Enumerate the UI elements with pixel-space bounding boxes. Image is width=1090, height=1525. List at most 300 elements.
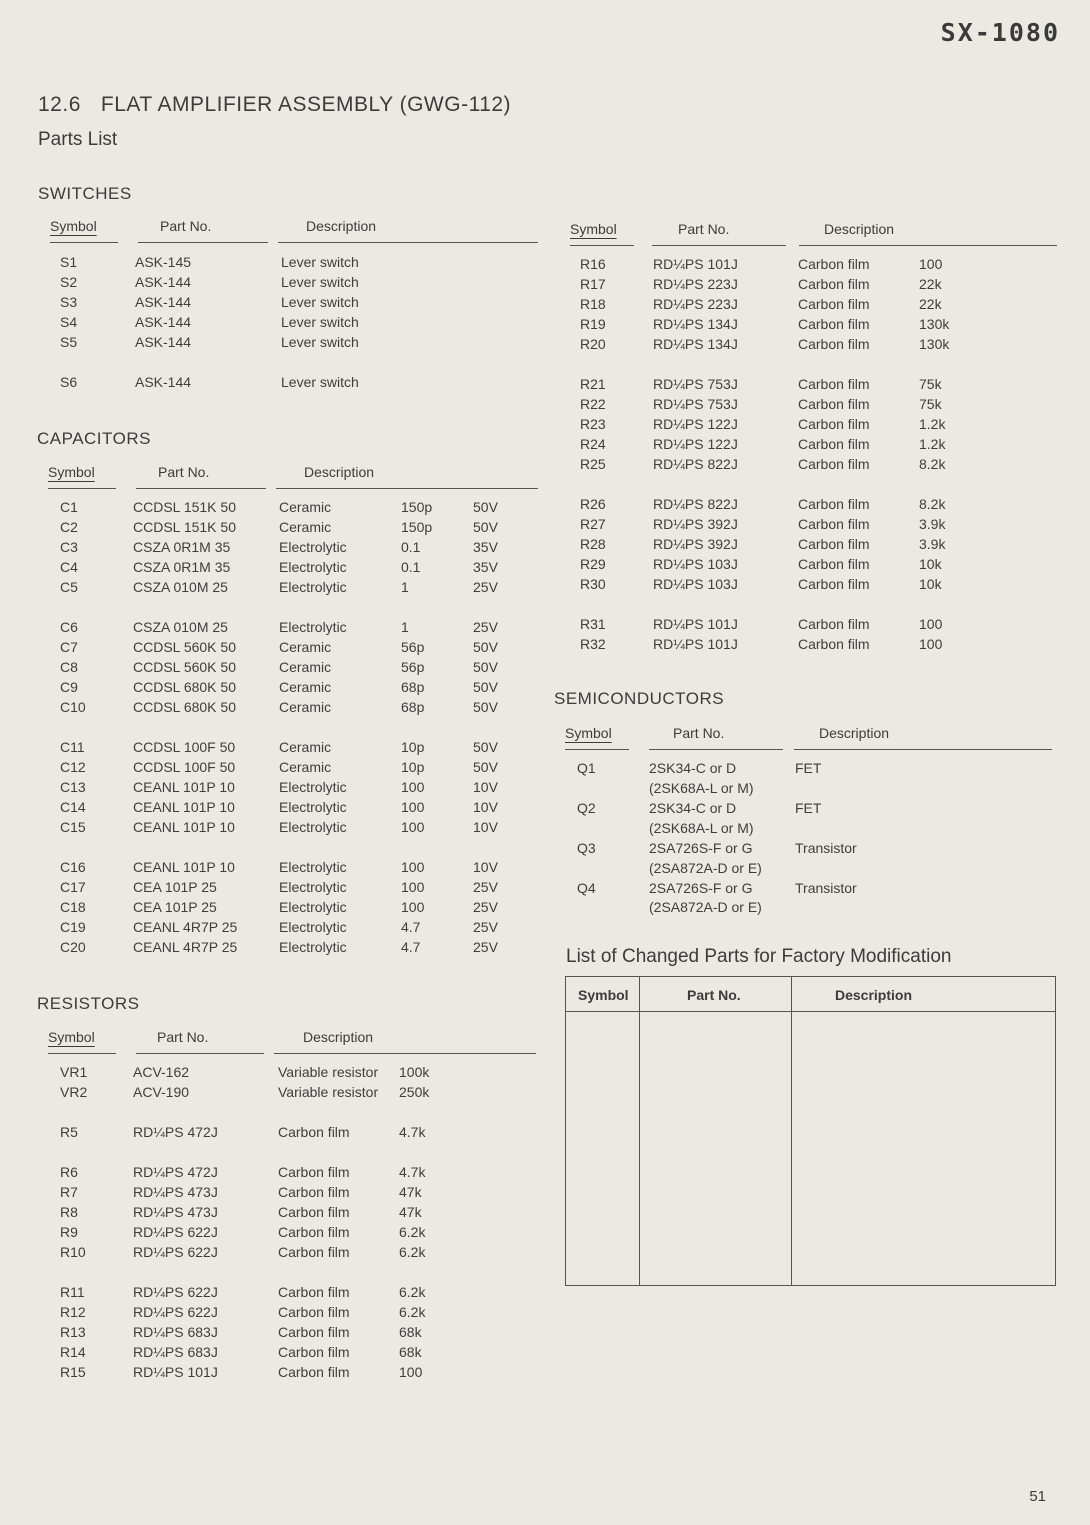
cell-part-number: RD¼PS 472J: [133, 1164, 218, 1180]
cell-rating: 50V: [473, 499, 498, 515]
cell-symbol: R25: [580, 456, 606, 472]
cell-description: Ceramic: [279, 699, 332, 715]
model-name: SX-1080: [940, 18, 1060, 47]
table-row: [580, 496, 1080, 516]
cell-description: Lever switch: [281, 334, 359, 350]
cell-part-number: RD¼PS 122J: [653, 436, 738, 452]
cell-part-number: RD¼PS 753J: [653, 396, 738, 412]
cell-part-number: 2SK34-C or D: [649, 800, 737, 816]
cell-description: Electrolytic: [279, 559, 347, 575]
cell-value: 1: [401, 619, 409, 635]
cell-symbol: C13: [60, 779, 86, 795]
cell-description: Lever switch: [281, 274, 359, 290]
cell-description: Electrolytic: [279, 899, 347, 915]
cell-value: 100: [919, 616, 943, 632]
cell-description: FET: [795, 760, 822, 776]
cell-symbol: S3: [60, 294, 78, 310]
cell-symbol: R32: [580, 636, 606, 652]
cell-value: 4.7k: [399, 1124, 426, 1140]
table-row: [60, 579, 560, 599]
parts-list-subtitle: Parts List: [38, 129, 118, 150]
cell-value: 56p: [401, 659, 425, 675]
cell-description: Carbon film: [798, 316, 870, 332]
cell-part-number: CEANL 101P 10: [133, 819, 235, 835]
cell-value: 6.2k: [399, 1284, 426, 1300]
cell-value: 68p: [401, 679, 425, 695]
cell-value: 75k: [919, 396, 942, 412]
cell-value: 10p: [401, 759, 425, 775]
cell-part-number: CEANL 101P 10: [133, 799, 235, 815]
cell-symbol: R19: [580, 316, 606, 332]
cell-description: Carbon film: [798, 636, 870, 652]
cell-part-number: 2SA726S-F or G: [649, 880, 753, 896]
cell-symbol: R23: [580, 416, 606, 432]
cell-value: 68p: [401, 699, 425, 715]
column-header-row: [565, 725, 1085, 755]
cell-part-number: CCDSL 680K 50: [133, 699, 236, 715]
cell-description: Transistor: [795, 880, 857, 896]
cell-part-number: CEANL 4R7P 25: [133, 919, 238, 935]
symbol-column-header: Symbol: [570, 221, 617, 237]
cell-part-number: CCDSL 680K 50: [133, 679, 236, 695]
table-row: [60, 1364, 560, 1384]
cell-part-number: RD¼PS 101J: [133, 1364, 218, 1380]
cell-part-number: (2SK68A-L or M): [649, 820, 754, 836]
cell-part-number: (2SK68A-L or M): [649, 780, 754, 796]
cell-symbol: R26: [580, 496, 606, 512]
cell-symbol: R10: [60, 1244, 86, 1260]
cell-part-number: RD¼PS 134J: [653, 336, 738, 352]
cell-symbol: S6: [60, 374, 78, 390]
cell-part-number: CEANL 101P 10: [133, 779, 235, 795]
cell-symbol: R9: [60, 1224, 78, 1240]
cell-value: 56p: [401, 639, 425, 655]
table-row: [60, 679, 560, 699]
cell-description: Ceramic: [279, 739, 332, 755]
cell-symbol: R27: [580, 516, 606, 532]
symbol-column-header: Symbol: [48, 464, 95, 480]
header-underline: [794, 749, 1052, 750]
header-underline: [799, 245, 1057, 246]
header-underline: [652, 245, 786, 246]
cell-value: 6.2k: [399, 1244, 426, 1260]
cell-symbol: R18: [580, 296, 606, 312]
cell-part-number: RD¼PS 101J: [653, 616, 738, 632]
cell-value: 68k: [399, 1324, 422, 1340]
cell-description: Carbon film: [278, 1304, 350, 1320]
cell-part-number: RD¼PS 622J: [133, 1284, 218, 1300]
table-row: [60, 1324, 560, 1344]
cell-part-number: CEANL 101P 10: [133, 859, 235, 875]
cell-rating: 10V: [473, 779, 498, 795]
cell-part-number: CSZA 0R1M 35: [133, 559, 231, 575]
modification-description-header: Description: [835, 987, 913, 1003]
cell-description: Electrolytic: [279, 539, 347, 555]
table-row: [577, 880, 1077, 900]
table-row: [60, 1124, 560, 1144]
cell-value: 4.7: [401, 939, 421, 955]
table-row: [580, 536, 1080, 556]
cell-part-number: RD¼PS 122J: [653, 416, 738, 432]
cell-description: Carbon film: [798, 616, 870, 632]
table-row: [580, 556, 1080, 576]
cell-description: Ceramic: [279, 499, 332, 515]
cell-part-number: RD¼PS 622J: [133, 1224, 218, 1240]
cell-part-number: 2SK34-C or D: [649, 760, 737, 776]
table-row: [60, 1304, 560, 1324]
cell-description: FET: [795, 800, 822, 816]
cell-description: Ceramic: [279, 639, 332, 655]
cell-part-number: ASK-145: [135, 254, 192, 270]
cell-part-number: RD¼PS 472J: [133, 1124, 218, 1140]
table-row: [577, 760, 1077, 780]
cell-symbol: Q1: [577, 760, 596, 776]
table-row: [60, 1244, 560, 1264]
cell-symbol: R30: [580, 576, 606, 592]
page-number: 51: [1029, 1488, 1046, 1505]
cell-description: Carbon film: [278, 1164, 350, 1180]
description-column-header: Description: [824, 221, 895, 237]
cell-value: 22k: [919, 276, 942, 292]
cell-symbol: C10: [60, 699, 86, 715]
table-row: [60, 639, 560, 659]
cell-rating: 25V: [473, 919, 498, 935]
cell-part-number: RD¼PS 392J: [653, 536, 738, 552]
cell-symbol: C15: [60, 819, 86, 835]
table-row: [60, 499, 560, 519]
table-row: [60, 1084, 560, 1104]
cell-part-number: CCDSL 151K 50: [133, 519, 236, 535]
modification-part-header: Part No.: [687, 987, 741, 1003]
table-row: [60, 1184, 560, 1204]
column-divider: [639, 977, 640, 1285]
table-row: [60, 294, 560, 314]
cell-description: Carbon film: [278, 1284, 350, 1300]
column-divider: [791, 977, 792, 1285]
cell-part-number: RD¼PS 822J: [653, 456, 738, 472]
cell-part-number: CSZA 0R1M 35: [133, 539, 231, 555]
header-underline: [565, 749, 629, 750]
table-row: [60, 1224, 560, 1244]
description-column-header: Description: [306, 218, 377, 234]
table-row: [60, 1344, 560, 1364]
cell-description: Lever switch: [281, 254, 359, 270]
header-underline: [138, 242, 268, 243]
cell-value: 1: [401, 579, 409, 595]
cell-symbol: C8: [60, 659, 78, 675]
cell-rating: 50V: [473, 659, 498, 675]
cell-symbol: R8: [60, 1204, 78, 1220]
part-no-column-header: Part No.: [678, 221, 730, 237]
cell-rating: 25V: [473, 619, 498, 635]
cell-description: Electrolytic: [279, 919, 347, 935]
cell-part-number: RD¼PS 473J: [133, 1204, 218, 1220]
cell-value: 8.2k: [919, 496, 946, 512]
table-row: [60, 779, 560, 799]
cell-value: 10k: [919, 556, 942, 572]
cell-symbol: S5: [60, 334, 78, 350]
cell-symbol: R17: [580, 276, 606, 292]
cell-value: 100k: [399, 1064, 430, 1080]
cell-value: 100: [401, 879, 425, 895]
cell-value: 47k: [399, 1204, 422, 1220]
cell-description: Electrolytic: [279, 859, 347, 875]
table-row: [580, 296, 1080, 316]
cell-description: Ceramic: [279, 679, 332, 695]
cell-value: 100: [401, 799, 425, 815]
cell-description: Electrolytic: [279, 939, 347, 955]
cell-value: 6.2k: [399, 1304, 426, 1320]
column-header-row: [50, 218, 570, 248]
cell-symbol: C6: [60, 619, 78, 635]
modification-title: List of Changed Parts for Factory Modification: [566, 946, 952, 967]
cell-rating: 25V: [473, 939, 498, 955]
cell-part-number: 2SA726S-F or G: [649, 840, 753, 856]
cell-part-number: RD¼PS 753J: [653, 376, 738, 392]
table-row: [577, 899, 1077, 919]
cell-symbol: S2: [60, 274, 78, 290]
symbol-column-header: Symbol: [48, 1029, 95, 1045]
cell-part-number: RD¼PS 103J: [653, 556, 738, 572]
cell-symbol: C4: [60, 559, 78, 575]
cell-description: Carbon film: [278, 1204, 350, 1220]
cell-description: Carbon film: [278, 1324, 350, 1340]
cell-symbol: C12: [60, 759, 86, 775]
cell-description: Ceramic: [279, 759, 332, 775]
semiconductors-heading: SEMICONDUCTORS: [554, 689, 725, 708]
header-underline: [278, 242, 538, 243]
cell-description: Carbon film: [798, 376, 870, 392]
table-row: [60, 699, 560, 719]
cell-symbol: C20: [60, 939, 86, 955]
cell-symbol: R11: [60, 1284, 85, 1300]
table-row: [580, 616, 1080, 636]
cell-part-number: CCDSL 100F 50: [133, 739, 236, 755]
cell-part-number: RD¼PS 683J: [133, 1324, 218, 1340]
table-row: [60, 919, 560, 939]
cell-value: 100: [919, 256, 943, 272]
cell-part-number: ASK-144: [135, 274, 192, 290]
cell-value: 3.9k: [919, 536, 946, 552]
header-underline: [136, 488, 266, 489]
cell-symbol: R12: [60, 1304, 86, 1320]
cell-symbol: Q3: [577, 840, 596, 856]
cell-symbol: R24: [580, 436, 606, 452]
cell-description: Ceramic: [279, 659, 332, 675]
cell-value: 100: [401, 859, 425, 875]
cell-symbol: R22: [580, 396, 606, 412]
cell-part-number: ASK-144: [135, 334, 192, 350]
cell-value: 130k: [919, 336, 950, 352]
section-number: 12.6: [38, 93, 81, 116]
cell-part-number: CSZA 010M 25: [133, 619, 228, 635]
cell-symbol: C1: [60, 499, 78, 515]
symbol-column-header: Symbol: [50, 218, 97, 234]
column-header-row: [48, 1029, 568, 1059]
cell-description: Carbon film: [798, 276, 870, 292]
table-row: [60, 799, 560, 819]
cell-value: 100: [401, 819, 425, 835]
cell-value: 6.2k: [399, 1224, 426, 1240]
table-row: [580, 576, 1080, 596]
header-underline: [570, 245, 634, 246]
cell-description: Carbon film: [278, 1184, 350, 1200]
table-row: [580, 636, 1080, 656]
section-title: [38, 93, 511, 117]
cell-symbol: R13: [60, 1324, 86, 1340]
table-row: [577, 860, 1077, 880]
table-row: [577, 800, 1077, 820]
description-column-header: Description: [304, 464, 375, 480]
cell-part-number: CCDSL 151K 50: [133, 499, 236, 515]
cell-rating: 25V: [473, 579, 498, 595]
cell-part-number: RD¼PS 392J: [653, 516, 738, 532]
cell-part-number: RD¼PS 622J: [133, 1244, 218, 1260]
table-row: [60, 1064, 560, 1084]
table-row: [60, 899, 560, 919]
table-row: [580, 336, 1080, 356]
cell-description: Carbon film: [798, 296, 870, 312]
table-row: [577, 820, 1077, 840]
cell-value: 10k: [919, 576, 942, 592]
cell-description: Carbon film: [798, 336, 870, 352]
part-no-column-header: Part No.: [157, 1029, 209, 1045]
table-row: [60, 314, 560, 334]
cell-rating: 25V: [473, 879, 498, 895]
header-divider: [566, 1011, 1055, 1012]
cell-description: Ceramic: [279, 519, 332, 535]
cell-description: Electrolytic: [279, 619, 347, 635]
cell-description: Carbon film: [798, 516, 870, 532]
cell-description: Carbon film: [278, 1124, 350, 1140]
table-row: [60, 939, 560, 959]
cell-part-number: CEA 101P 25: [133, 899, 217, 915]
cell-rating: 10V: [473, 819, 498, 835]
cell-value: 22k: [919, 296, 942, 312]
cell-symbol: R29: [580, 556, 606, 572]
header-underline: [274, 1053, 536, 1054]
cell-part-number: RD¼PS 223J: [653, 276, 738, 292]
cell-value: 0.1: [401, 559, 421, 575]
table-row: [60, 559, 560, 579]
cell-part-number: CSZA 010M 25: [133, 579, 228, 595]
cell-rating: 50V: [473, 739, 498, 755]
cell-value: 100: [401, 899, 425, 915]
cell-description: Carbon film: [278, 1244, 350, 1260]
cell-description: Lever switch: [281, 374, 359, 390]
cell-symbol: R28: [580, 536, 606, 552]
cell-symbol: Q4: [577, 880, 596, 896]
cell-part-number: RD¼PS 103J: [653, 576, 738, 592]
part-no-column-header: Part No.: [158, 464, 210, 480]
cell-part-number: ASK-144: [135, 314, 192, 330]
table-row: [580, 316, 1080, 336]
cell-part-number: CEA 101P 25: [133, 879, 217, 895]
cell-description: Carbon film: [798, 256, 870, 272]
table-row: [60, 539, 560, 559]
cell-symbol: C3: [60, 539, 78, 555]
cell-value: 8.2k: [919, 456, 946, 472]
modification-symbol-header: Symbol: [578, 987, 629, 1003]
cell-description: Carbon film: [278, 1344, 350, 1360]
cell-value: 100: [401, 779, 425, 795]
table-row: [580, 276, 1080, 296]
cell-symbol: C14: [60, 799, 86, 815]
cell-symbol: R5: [60, 1124, 78, 1140]
cell-rating: 10V: [473, 799, 498, 815]
cell-description: Electrolytic: [279, 879, 347, 895]
cell-value: 250k: [399, 1084, 430, 1100]
cell-symbol: C18: [60, 899, 86, 915]
header-underline: [649, 749, 783, 750]
cell-part-number: ASK-144: [135, 294, 192, 310]
cell-part-number: RD¼PS 101J: [653, 636, 738, 652]
cell-description: Electrolytic: [279, 819, 347, 835]
description-column-header: Description: [303, 1029, 374, 1045]
cell-symbol: C5: [60, 579, 78, 595]
cell-rating: 50V: [473, 679, 498, 695]
cell-symbol: R16: [580, 256, 606, 272]
table-row: [60, 879, 560, 899]
cell-description: Carbon film: [798, 576, 870, 592]
cell-value: 1.2k: [919, 436, 946, 452]
cell-rating: 50V: [473, 639, 498, 655]
table-row: [60, 859, 560, 879]
table-row: [60, 274, 560, 294]
cell-part-number: RD¼PS 101J: [653, 256, 738, 272]
cell-value: 1.2k: [919, 416, 946, 432]
cell-value: 150p: [401, 519, 433, 535]
header-underline: [276, 488, 538, 489]
cell-part-number: (2SA872A-D or E): [649, 899, 762, 915]
cell-symbol: C2: [60, 519, 78, 535]
table-row: [60, 739, 560, 759]
table-row: [60, 1204, 560, 1224]
cell-part-number: RD¼PS 683J: [133, 1344, 218, 1360]
description-column-header: Description: [819, 725, 890, 741]
cell-rating: 25V: [473, 899, 498, 915]
header-underline: [48, 488, 116, 489]
cell-rating: 35V: [473, 559, 498, 575]
table-row: [580, 256, 1080, 276]
cell-value: 0.1: [401, 539, 421, 555]
part-no-column-header: Part No.: [673, 725, 725, 741]
header-underline: [48, 1053, 116, 1054]
cell-description: Carbon film: [798, 416, 870, 432]
cell-value: 75k: [919, 376, 942, 392]
cell-description: Carbon film: [798, 496, 870, 512]
cell-description: Variable resistor: [278, 1084, 379, 1100]
cell-value: 130k: [919, 316, 950, 332]
capacitors-heading: CAPACITORS: [37, 429, 151, 448]
cell-part-number: (2SA872A-D or E): [649, 860, 762, 876]
cell-description: Transistor: [795, 840, 857, 856]
table-row: [60, 659, 560, 679]
cell-value: 150p: [401, 499, 433, 515]
table-row: [60, 1164, 560, 1184]
cell-part-number: RD¼PS 622J: [133, 1304, 218, 1320]
cell-description: Carbon film: [798, 556, 870, 572]
cell-symbol: C16: [60, 859, 86, 875]
cell-part-number: CCDSL 560K 50: [133, 659, 236, 675]
cell-symbol: R15: [60, 1364, 86, 1380]
section-title-text: FLAT AMPLIFIER ASSEMBLY (GWG-112): [100, 93, 512, 116]
table-row: [577, 840, 1077, 860]
cell-part-number: RD¼PS 223J: [653, 296, 738, 312]
column-header-row: [570, 221, 1090, 251]
cell-symbol: C11: [60, 739, 85, 755]
cell-symbol: R14: [60, 1344, 86, 1360]
